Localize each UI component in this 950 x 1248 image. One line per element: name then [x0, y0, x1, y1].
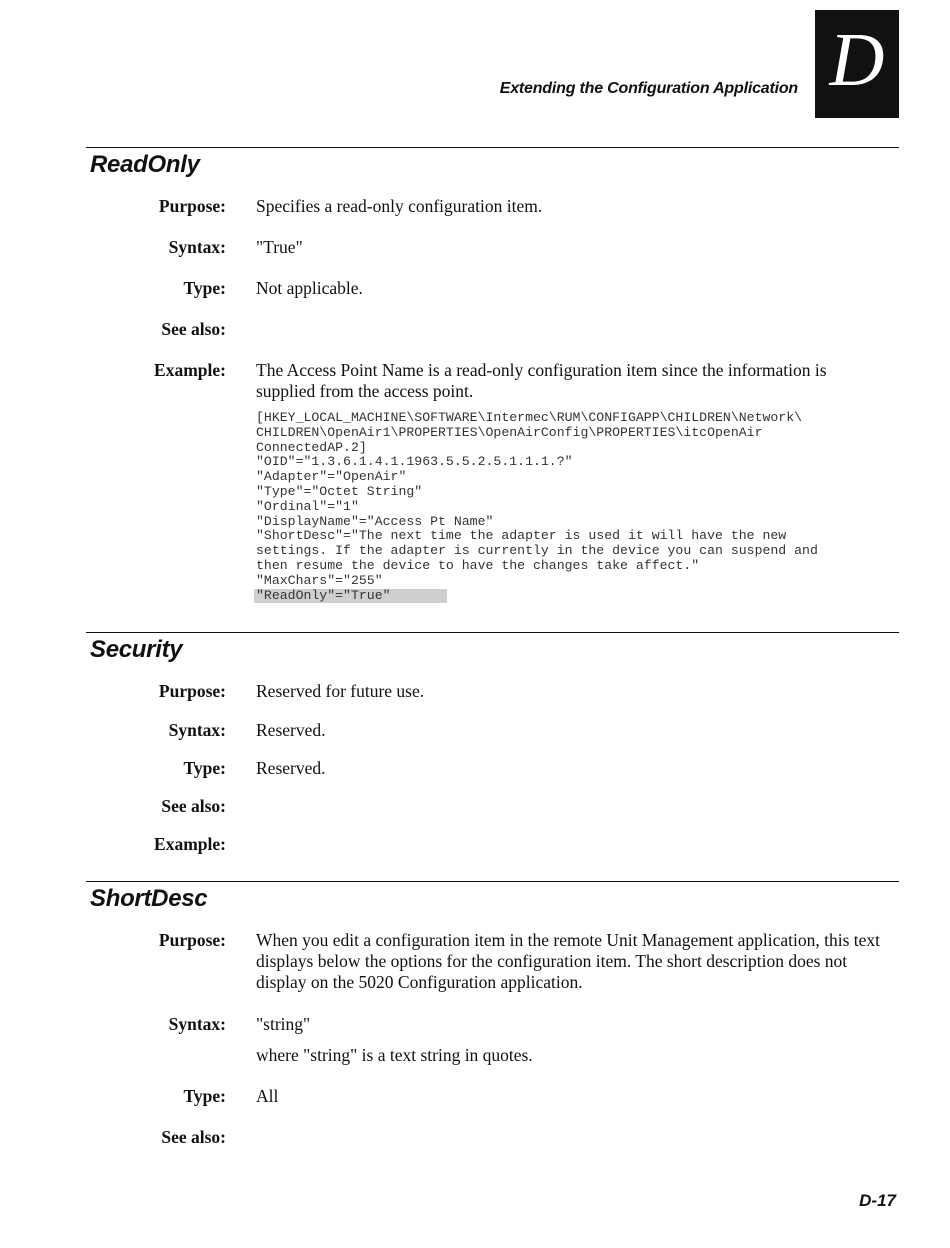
see-also-label: See also: [161, 796, 226, 816]
code-line: ConnectedAP.2] [256, 439, 367, 455]
section-divider [86, 881, 899, 882]
purpose-text: Reserved for future use. [256, 681, 425, 701]
type-label: Type: [183, 278, 226, 298]
code-line: "DisplayName"="Access Pt Name" [256, 513, 494, 529]
code-line: [HKEY_LOCAL_MACHINE\SOFTWARE\Intermec\RUM\CONFIGAPP\CHILDREN\Network\ [256, 410, 803, 425]
syntax-text: Reserved. [256, 720, 326, 740]
syntax-label: Syntax: [168, 720, 226, 740]
running-header: Extending the Configuration Application [499, 80, 798, 97]
registry-code-block [256, 411, 896, 603]
code-line: "OID"="1.3.6.1.4.1.1963.5.5.2.5.1.1.1.?" [256, 454, 573, 470]
purpose-text: Specifies a read-only configuration item. [256, 196, 543, 216]
example-label: Example: [154, 834, 226, 854]
code-line: "Type"="Octet String" [256, 483, 423, 499]
section-title-shortdesc: ShortDesc [90, 885, 208, 912]
code-line: "Adapter"="OpenAir" [256, 469, 407, 485]
highlighted-code-line: "ReadOnly"="True" [254, 589, 447, 604]
purpose-text: When you edit a configuration item in the remote Unit Management application, this text displays below the options for the configuration item. The short description does not display on the 5020 Configuration application. [256, 930, 880, 992]
chapter-letter: D [829, 18, 885, 102]
section-divider [86, 147, 899, 148]
purpose-label: Purpose: [158, 930, 226, 950]
section-divider [86, 632, 899, 633]
example-label: Example: [154, 360, 226, 380]
code-line: settings. If the adapter is currently in the device you can suspend and [256, 543, 818, 559]
syntax-text: "string" [256, 1014, 311, 1034]
see-also-label: See also: [161, 1127, 226, 1147]
type-text: Reserved. [256, 758, 326, 778]
example-text: The Access Point Name is a read-only configuration item since the information is supplied from the access point. [256, 360, 827, 401]
syntax-label: Syntax: [168, 1014, 226, 1034]
code-line: CHILDREN\OpenAir1\PROPERTIES\OpenAirConfig\PROPERTIES\itcOpenAir [256, 424, 763, 440]
type-text: Not applicable. [256, 278, 363, 298]
code-line: "MaxChars"="255" [256, 572, 383, 588]
syntax-note: where "string" is a text string in quotes. [256, 1045, 533, 1065]
syntax-label: Syntax: [168, 237, 226, 257]
page-number: D-17 [859, 1191, 896, 1210]
see-also-label: See also: [161, 319, 226, 339]
purpose-label: Purpose: [158, 196, 226, 216]
syntax-text: "True" [256, 237, 303, 257]
type-label: Type: [183, 758, 226, 778]
section-title-security: Security [90, 636, 183, 663]
chapter-tab [815, 10, 899, 118]
type-label: Type: [183, 1086, 226, 1106]
code-line: "ShortDesc"="The next time the adapter is used it will have the new [256, 528, 787, 544]
code-line: then resume the device to have the changes take affect." [256, 557, 700, 573]
purpose-label: Purpose: [158, 681, 226, 701]
type-text: All [256, 1086, 279, 1106]
code-line: "Ordinal"="1" [256, 498, 359, 514]
section-title-readonly: ReadOnly [90, 151, 200, 178]
